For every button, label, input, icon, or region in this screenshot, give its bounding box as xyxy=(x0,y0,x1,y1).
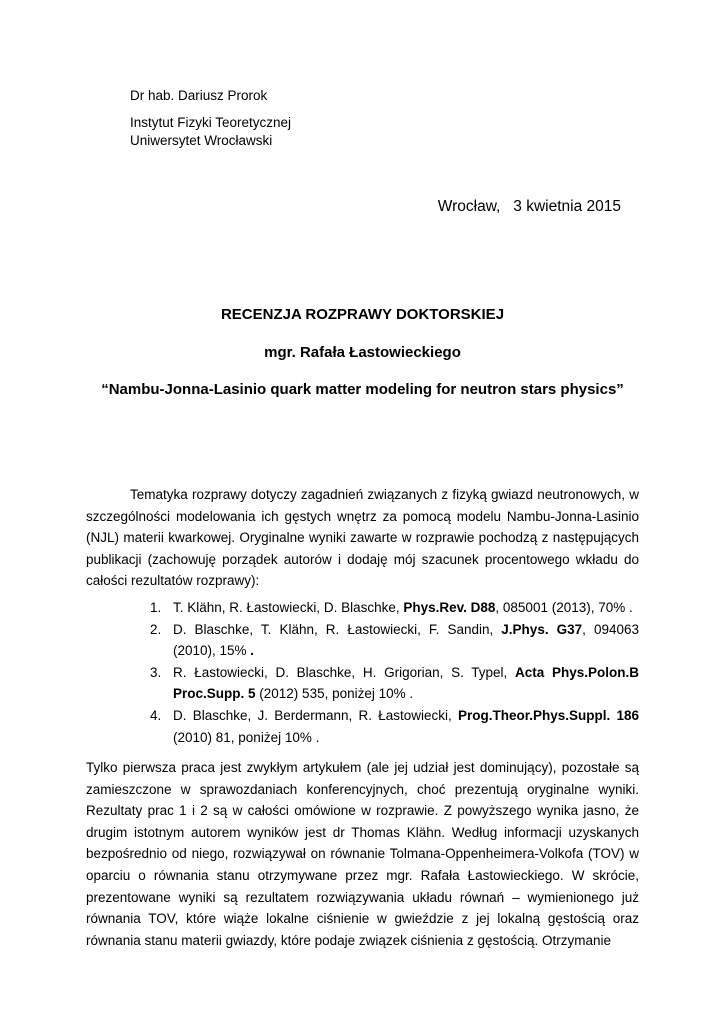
list-number: 1. xyxy=(150,600,162,615)
list-item xyxy=(130,597,639,619)
list-item xyxy=(130,705,639,748)
reference-tail: . xyxy=(250,643,255,659)
publication-list xyxy=(130,597,639,748)
list-number: 4. xyxy=(150,707,162,723)
intro-paragraph: Tematyka rozprawy dotyczy zagadnień związanych z fizyką gwiazd neutronowych, w szczególności modelowania ich gęstych wnętrz za pomocą modelu Nambu-Jonna-Lasinio (NJL) materii kwarkowej. Oryginalne wyniki zawarte w rozprawie pochodzą z następujących publikacji (zachowuję porządek autorów i dodaję mój szacunek procentowego wkładu do całości rezultatów rozprawy): xyxy=(86,487,639,589)
reference-details: (2012) 535, poniżej 10% . xyxy=(255,686,414,702)
list-item xyxy=(130,619,639,662)
reference-journal: Prog.Theor.Phys.Suppl. 186 xyxy=(457,707,640,723)
reference-journal: Acta Phys.Polon.B Proc.Supp. 5 xyxy=(173,664,639,702)
reference-authors: D. Blaschke, T. Klähn, R. Łastowiecki, F. Sandin, xyxy=(173,621,502,637)
sender-institute: Instytut Fizyki Teoretycznej xyxy=(130,115,292,130)
sender-name: Dr hab. Dariusz Prorok xyxy=(130,88,268,103)
list-item xyxy=(130,662,639,705)
list-number: 3. xyxy=(150,664,162,680)
reference-authors: D. Blaschke, J. Berdermann, R. Łastowiecki, xyxy=(173,707,458,723)
reference-authors: R. Łastowiecki, D. Blaschke, H. Grigorian, S. Typel, xyxy=(173,664,516,680)
reference-journal: Phys.Rev. D88 xyxy=(403,600,496,615)
discussion-paragraph: Tylko pierwsza praca jest zwykłym artykułem (ale jej udział jest dominujący), pozostałe są zamieszczone w sprawozdaniach konferencyjnych, choć prezentują oryginalne wyniki. Rezultaty prac 1 i 2 są w całości omówione w rozprawie. Z powyższego wynika jasno, że drugim istotnym autorem wyników jest dr Thomas Klähn. Według informacji uzyskanych bezpośrednio od niego, rozwiązywał on równanie Tolmana-Oppenheimera-Volkofa (TOV) w oparciu o równania stanu otrzymywane przez mgr. Rafała Łastowieckiego. W skrócie, prezentowane wyniki są rezultatem rozwiązywania układu równań – wymienionego już równania TOV, które wiąże lokalne ciśnienie w gwieździe z jej lokalną gęstością oraz równania stanu materii gwiazdy, które podaje związek ciśnienia z gęstością. Otrzymanie xyxy=(86,760,639,948)
sender-block xyxy=(130,87,291,150)
candidate-name: mgr. Rafała Łastowieckiego xyxy=(264,344,461,361)
reference-journal: J.Phys. G37 xyxy=(501,621,583,637)
reference-details: (2010) 81, poniżej 10% . xyxy=(173,729,320,745)
document-title: RECENZJA ROZPRAWY DOKTORSKIEJ xyxy=(220,306,505,323)
reference-authors: T. Klähn, R. Łastowiecki, D. Blaschke, xyxy=(173,600,404,615)
sender-university: Uniwersytet Wrocławski xyxy=(130,133,273,148)
title-block xyxy=(0,305,725,400)
list-number: 2. xyxy=(150,621,162,637)
reference-details: , 085001 (2013), 70% . xyxy=(495,600,633,615)
thesis-title: “Nambu-Jonna-Lasinio quark matter modeling for neutron stars physics” xyxy=(101,381,624,398)
reference-details: , 094063 (2010), 15% xyxy=(173,621,640,659)
dateline: Wrocław, 3 kwietnia 2015 xyxy=(437,198,621,215)
